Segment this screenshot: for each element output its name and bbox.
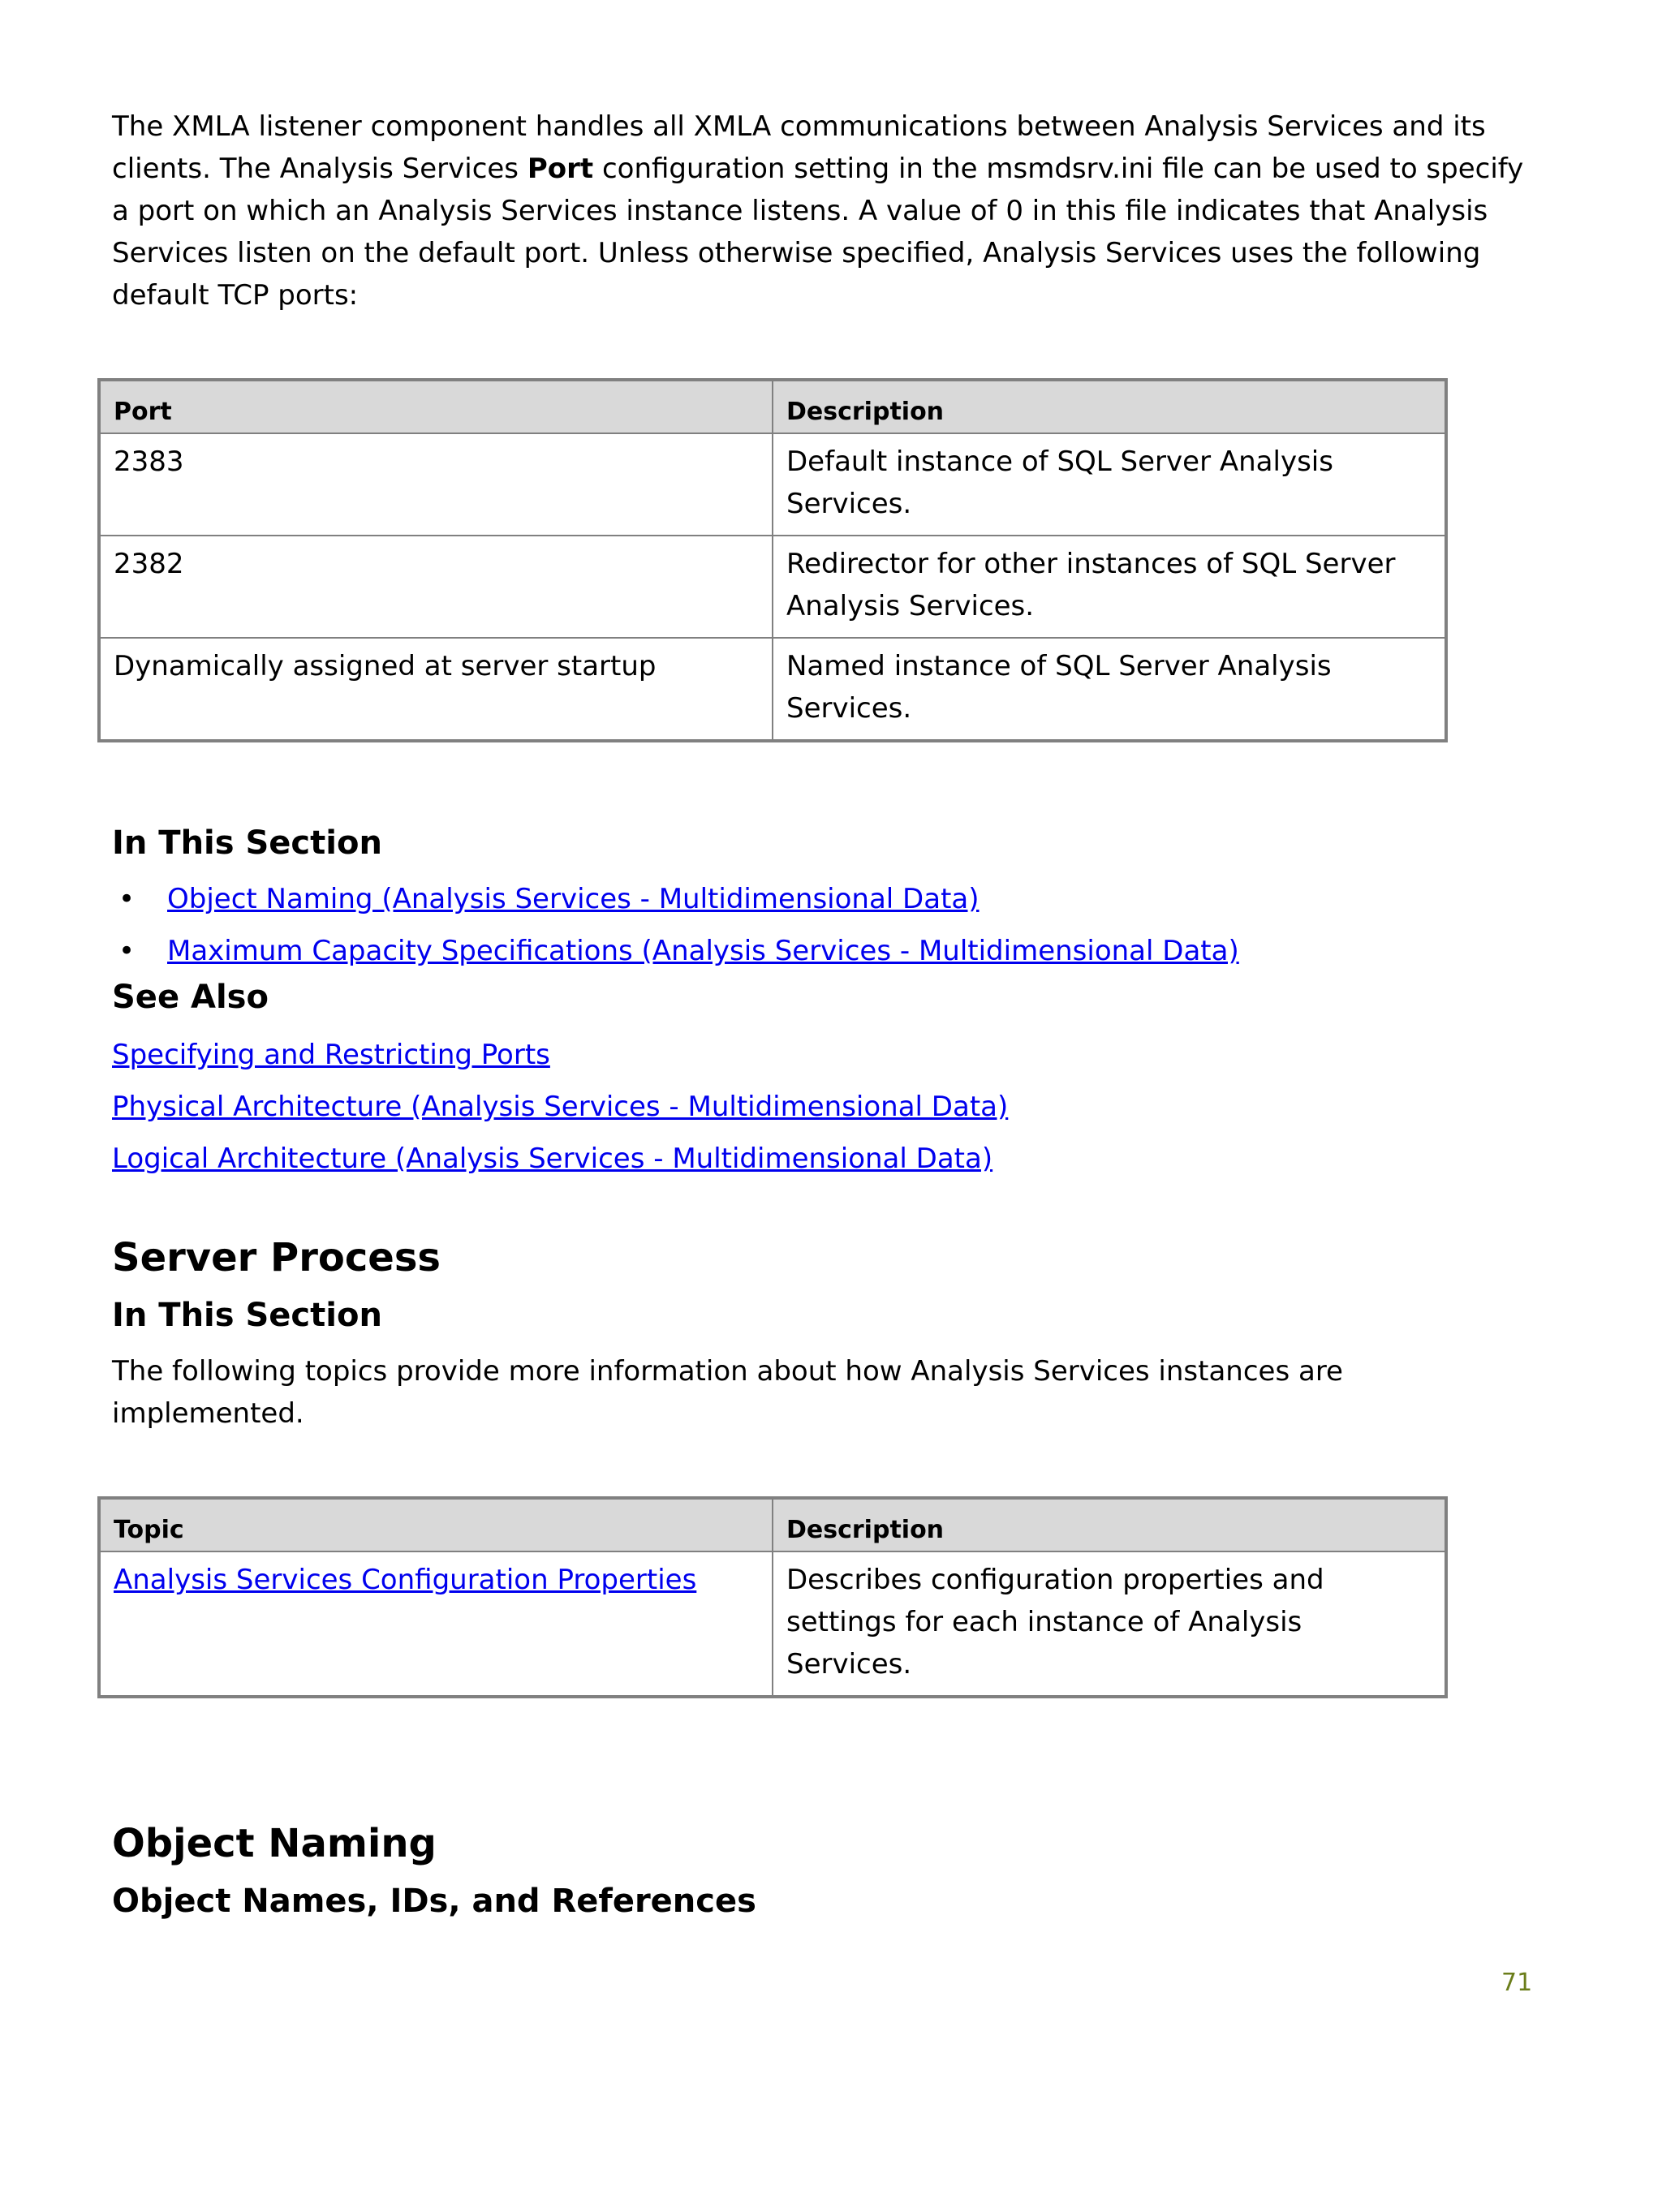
table-header-row <box>99 1498 1446 1551</box>
link-logical-architecture[interactable]: Logical Architecture (Analysis Services - Multidimensional Data) <box>112 1143 993 1175</box>
list-item <box>112 930 1239 982</box>
object-names-subheading: Object Names, IDs, and References <box>112 1883 756 1920</box>
link-physical-architecture[interactable]: Physical Architecture (Analysis Services - Multidimensional Data) <box>112 1091 1009 1123</box>
server-topics-table <box>97 1496 1448 1698</box>
server-process-paragraph: The following topics provide more information about how Analysis Services instances are implemented. <box>112 1355 1343 1430</box>
column-header-description: Description <box>773 380 1446 433</box>
topic-cell <box>99 1551 773 1697</box>
see-also-links <box>112 1034 1008 1190</box>
in-this-section-heading: In This Section <box>112 1297 382 1334</box>
in-this-section-heading: In This Section <box>112 824 382 862</box>
table-row <box>99 536 1446 638</box>
column-header-description: Description <box>773 1498 1446 1551</box>
link-specifying-ports[interactable]: Specifying and Restricting Ports <box>112 1039 550 1071</box>
server-process-heading: Server Process <box>112 1235 441 1280</box>
intro-text-before: The XMLA listener component handles all XMLA communications between Analysis Services and its clients. The Analysis Services <box>112 110 1486 185</box>
table-row <box>99 1551 1446 1697</box>
port-cell: 2383 <box>99 433 773 536</box>
see-also-heading: See Also <box>112 979 269 1016</box>
page-number: 71 <box>1501 1969 1533 1997</box>
port-cell: Dynamically assigned at server startup <box>99 638 773 741</box>
link-maximum-capacity[interactable]: Maximum Capacity Specifications (Analysis Services - Multidimensional Data) <box>167 935 1239 967</box>
description-cell: Named instance of SQL Server Analysis Services. <box>773 638 1446 741</box>
description-cell: Redirector for other instances of SQL Server Analysis Services. <box>773 536 1446 638</box>
table-row <box>99 638 1446 741</box>
column-header-port: Port <box>99 380 773 433</box>
link-object-naming[interactable]: Object Naming (Analysis Services - Multidimensional Data) <box>167 883 980 915</box>
column-header-topic: Topic <box>99 1498 773 1551</box>
ports-table <box>97 378 1448 742</box>
description-cell: Default instance of SQL Server Analysis Services. <box>773 433 1446 536</box>
port-cell: 2382 <box>99 536 773 638</box>
description-cell: Describes configuration properties and settings for each instance of Analysis Services. <box>773 1551 1446 1697</box>
link-configuration-properties[interactable]: Analysis Services Configuration Properties <box>114 1564 697 1596</box>
table-header-row <box>99 380 1446 433</box>
bullet-icon: • <box>118 935 136 967</box>
intro-paragraph <box>112 105 1540 316</box>
in-this-section-list <box>112 878 1239 982</box>
object-naming-heading: Object Naming <box>112 1821 437 1866</box>
table-row <box>99 433 1446 536</box>
list-item <box>112 878 1239 930</box>
intro-text-after: configuration setting in the msmdsrv.ini file can be used to specify a port on which an Analysis Services instance listens. A value of 0 in this file indicates that Analysis Services listen on the default port. Unless otherwise specified, Analysis Services uses the following default TCP ports: <box>112 153 1524 312</box>
intro-bold-port: Port <box>527 153 594 185</box>
bullet-icon: • <box>118 883 136 915</box>
